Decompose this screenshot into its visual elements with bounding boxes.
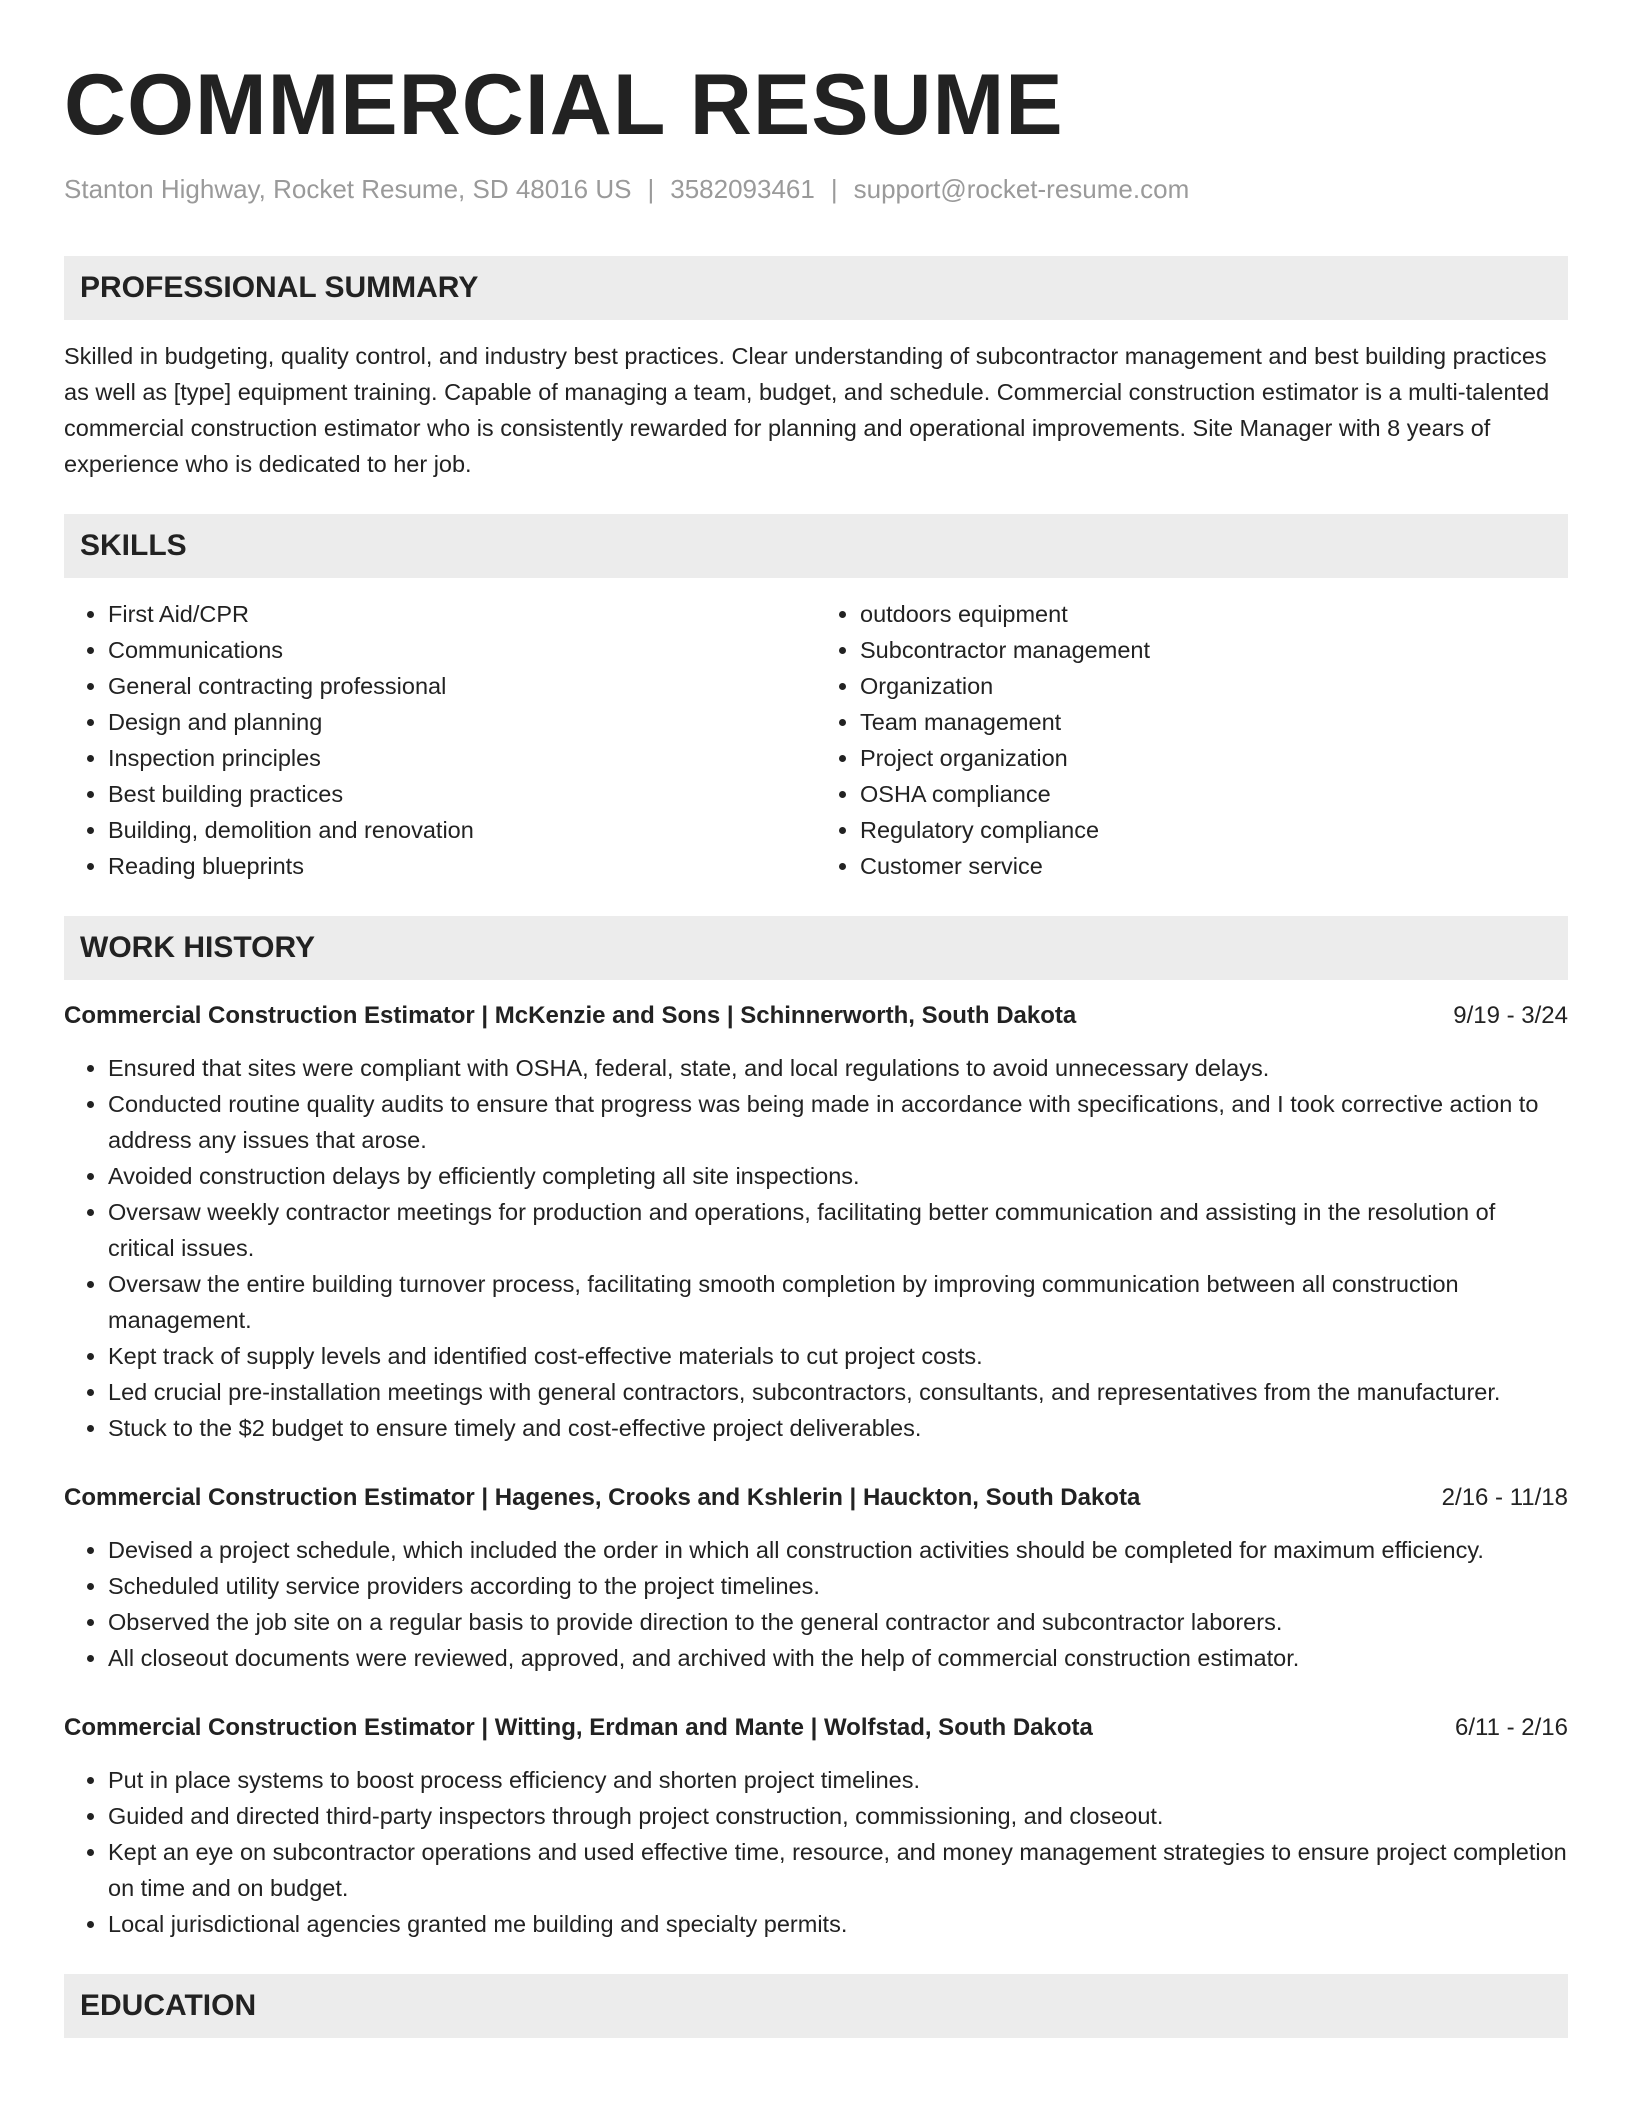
job-bullet: • Avoided construction delays by efficiently completing all site inspections. bbox=[108, 1158, 1568, 1194]
skills-list bbox=[64, 596, 1568, 884]
skill-item: • Inspection principles bbox=[108, 740, 816, 776]
job-bullet: • Ensured that sites were compliant with OSHA, federal, state, and local regulations to avoid unnecessary delays. bbox=[108, 1050, 1568, 1086]
job-header bbox=[64, 998, 1568, 1034]
summary-text: Skilled in budgeting, quality control, and industry best practices. Clear understanding of subcontractor management and best building practices as well as [type] equipment training. Capable of managing a team, budget, and schedule. Commercial construction estimator is a multi-talented commercial construction estimator who is consistently rewarded for planning and operational improvements. Site Manager with 8 years of experience who is dedicated to her job. bbox=[64, 343, 1550, 477]
skill-item: • Team management bbox=[860, 704, 1568, 740]
job-bullets bbox=[64, 1532, 1568, 1676]
skills-column-left bbox=[64, 596, 816, 884]
job-header bbox=[64, 1710, 1568, 1746]
job-dates: 9/19 - 3/24 bbox=[1453, 1002, 1568, 1029]
job-bullet: • Observed the job site on a regular basis to provide direction to the general contractor and subcontractor laborers. bbox=[108, 1604, 1568, 1640]
section-header-summary: PROFESSIONAL SUMMARY bbox=[64, 256, 1568, 320]
resume-title: COMMERCIAL RESUME bbox=[64, 57, 1064, 153]
skill-item: • General contracting professional bbox=[108, 668, 816, 704]
contact-email: support@rocket-resume.com bbox=[853, 174, 1190, 204]
job-bullet: • Kept track of supply levels and identified cost-effective materials to cut project costs. bbox=[108, 1338, 1568, 1374]
job-bullet: • Conducted routine quality audits to ensure that progress was being made in accordance with specifications, and I took corrective action to address any issues that arose. bbox=[108, 1086, 1568, 1158]
skill-item: • Building, demolition and renovation bbox=[108, 812, 816, 848]
job-dates: 2/16 - 11/18 bbox=[1441, 1484, 1568, 1511]
job-entry bbox=[64, 998, 1568, 1446]
skill-item: • Customer service bbox=[860, 848, 1568, 884]
skill-item: • OSHA compliance bbox=[860, 776, 1568, 812]
job-bullet: • Oversaw weekly contractor meetings for production and operations, facilitating better communication and assisting in the resolution of critical issues. bbox=[108, 1194, 1568, 1266]
contact-address: Stanton Highway, Rocket Resume, SD 48016 US bbox=[64, 174, 632, 204]
job-bullet: • Oversaw the entire building turnover process, facilitating smooth completion by improving communication between all construction management. bbox=[108, 1266, 1568, 1338]
skill-item: • Project organization bbox=[860, 740, 1568, 776]
job-bullet: • All closeout documents were reviewed, approved, and archived with the help of commercial construction estimator. bbox=[108, 1640, 1568, 1676]
skill-item: • Communications bbox=[108, 632, 816, 668]
job-bullet: • Stuck to the $2 budget to ensure timely and cost-effective project deliverables. bbox=[108, 1410, 1568, 1446]
contact-line bbox=[64, 172, 1568, 206]
job-title: Commercial Construction Estimator | Hagenes, Crooks and Kshlerin | Hauckton, South Dakota bbox=[64, 1484, 1141, 1511]
job-dates: 6/11 - 2/16 bbox=[1455, 1714, 1568, 1741]
skill-item: • Reading blueprints bbox=[108, 848, 816, 884]
job-title: Commercial Construction Estimator | Witting, Erdman and Mante | Wolfstad, South Dakota bbox=[64, 1714, 1093, 1741]
skill-item: • outdoors equipment bbox=[860, 596, 1568, 632]
skill-item: • Subcontractor management bbox=[860, 632, 1568, 668]
section-header-work-history: WORK HISTORY bbox=[64, 916, 1568, 980]
skill-item: • Organization bbox=[860, 668, 1568, 704]
job-bullet: • Put in place systems to boost process efficiency and shorten project timelines. bbox=[108, 1762, 1568, 1798]
job-bullets bbox=[64, 1050, 1568, 1446]
job-bullet: • Kept an eye on subcontractor operations and used effective time, resource, and money management strategies to ensure project completion on time and on budget. bbox=[108, 1834, 1568, 1906]
job-header bbox=[64, 1480, 1568, 1516]
job-title: Commercial Construction Estimator | McKenzie and Sons | Schinnerworth, South Dakota bbox=[64, 1002, 1077, 1029]
skill-item: • Design and planning bbox=[108, 704, 816, 740]
job-bullets bbox=[64, 1762, 1568, 1942]
contact-separator: | bbox=[647, 174, 655, 204]
job-entry bbox=[64, 1480, 1568, 1676]
job-bullet: • Local jurisdictional agencies granted me building and specialty permits. bbox=[108, 1906, 1568, 1942]
skills-column-right bbox=[816, 596, 1568, 884]
job-bullet: • Devised a project schedule, which included the order in which all construction activities should be completed for maximum efficiency. bbox=[108, 1532, 1568, 1568]
section-header-skills: SKILLS bbox=[64, 514, 1568, 578]
job-bullet: • Led crucial pre-installation meetings with general contractors, subcontractors, consultants, and representatives from the manufacturer. bbox=[108, 1374, 1568, 1410]
section-header-education: EDUCATION bbox=[64, 1974, 1568, 2038]
contact-separator: | bbox=[830, 174, 838, 204]
job-bullet: • Scheduled utility service providers according to the project timelines. bbox=[108, 1568, 1568, 1604]
skill-item: • First Aid/CPR bbox=[108, 596, 816, 632]
skill-item: • Best building practices bbox=[108, 776, 816, 812]
job-entry bbox=[64, 1710, 1568, 1942]
job-bullet: • Guided and directed third-party inspectors through project construction, commissioning, and closeout. bbox=[108, 1798, 1568, 1834]
skill-item: • Regulatory compliance bbox=[860, 812, 1568, 848]
contact-phone: 3582093461 bbox=[670, 174, 815, 204]
